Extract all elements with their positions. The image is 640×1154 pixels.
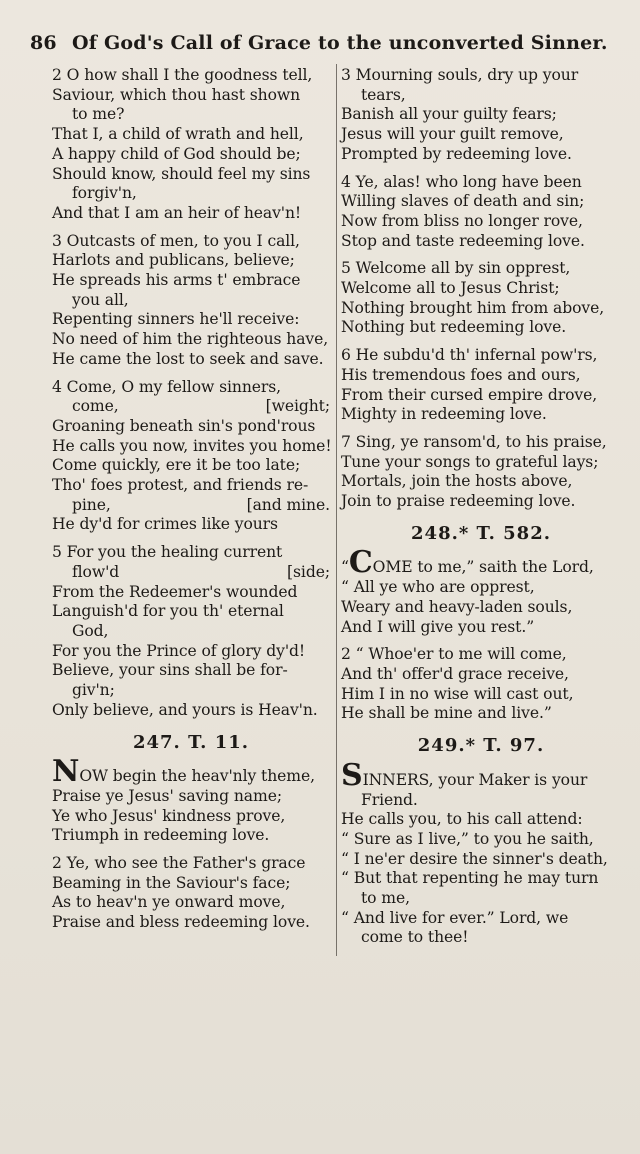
- verse-line: Harlots and publicans, believe;: [52, 251, 295, 270]
- stanza: [341, 259, 621, 338]
- verse-line-turnover: [and mine.: [246, 495, 330, 514]
- hymn-246-continued: [52, 66, 330, 721]
- verse-line: A happy child of God should be;: [52, 144, 301, 163]
- verse-line: Stop and taste redeeming love.: [341, 231, 585, 250]
- first-line-text: INNERS, your Maker is your: [362, 770, 588, 789]
- verse-line: 4 Come, O my fellow sinners,: [52, 377, 282, 396]
- stanza: [341, 545, 621, 637]
- verse-line: Repenting sinners he'll receive:: [52, 310, 300, 329]
- verse-line: Tune your songs to grateful lays;: [341, 452, 599, 471]
- stanza: [341, 433, 621, 512]
- stanza: [52, 378, 330, 536]
- verse-line: For you the Prince of glory dy'd!: [52, 641, 306, 660]
- verse-line: you all,: [72, 290, 129, 309]
- initial-capital: N: [52, 754, 80, 790]
- verse-line: Willing slaves of death and sin;: [341, 192, 585, 211]
- verse-line-text: flow'd: [72, 562, 120, 581]
- verse-line: “ But that repenting he may turn: [341, 869, 599, 888]
- verse-line: Languish'd for you th' eternal: [52, 602, 284, 621]
- verse-line: 4 Ye, alas! who long have been: [341, 172, 582, 191]
- column-divider: [336, 64, 337, 956]
- stanza-first-line: [341, 757, 621, 793]
- verse-line: He calls you now, invites you home!: [52, 436, 332, 455]
- verse-line: He came the lost to seek and save.: [52, 349, 324, 368]
- stanza: [341, 645, 621, 724]
- verse-line: And that I am an heir of heav'n!: [52, 203, 302, 222]
- verse-line: And I will give you rest.”: [341, 617, 535, 636]
- verse-line: Praise ye Jesus' saving name;: [52, 786, 282, 805]
- verse-line: come to thee!: [361, 928, 469, 947]
- page-header: [30, 32, 610, 54]
- verse-line: Now from bliss no longer rove,: [341, 211, 583, 230]
- verse-line: Nothing but redeeming love.: [341, 318, 567, 337]
- verse-line: to me?: [72, 105, 125, 124]
- stanza: [52, 754, 330, 846]
- verse-line: 2 O how shall I the goodness tell,: [52, 66, 313, 84]
- verse-line: Should know, should feel my sins: [52, 164, 311, 183]
- stanza: [52, 854, 330, 933]
- opening-quote: “: [341, 558, 349, 577]
- verse-line: Him I in no wise will cast out,: [341, 684, 574, 703]
- verse-line: No need of him the righteous have,: [52, 330, 329, 349]
- left-column: [52, 66, 330, 941]
- initial-capital: S: [341, 757, 363, 793]
- verse-line: 3 Outcasts of men, to you I call,: [52, 231, 300, 250]
- verse-line: As to heav'n ye onward move,: [52, 893, 286, 912]
- stanza: [341, 757, 621, 948]
- verse-line: Triumph in redeeming love.: [52, 826, 270, 845]
- verse-line: 6 He subdu'd th' infernal pow'rs,: [341, 346, 598, 365]
- verse-line: “ I ne'er desire the sinner's death,: [341, 849, 608, 868]
- verse-line: [52, 563, 330, 583]
- verse-line: Praise and bless redeeming love.: [52, 913, 310, 932]
- verse-line: “ All ye who are opprest,: [341, 578, 535, 597]
- verse-line: He calls you, to his call attend:: [341, 810, 583, 829]
- verse-line: 5 Welcome all by sin opprest,: [341, 259, 571, 278]
- stanza: [341, 66, 621, 165]
- hymn-248: [341, 545, 621, 724]
- verse-line: Prompted by redeeming love.: [341, 144, 572, 163]
- verse-line: Join to praise redeeming love.: [341, 492, 576, 511]
- verse-line: [52, 496, 330, 516]
- verse-line: Beaming in the Saviour's face;: [52, 873, 291, 892]
- verse-line: Believe, your sins shall be for-: [52, 661, 288, 680]
- verse-line: 3 Mourning souls, dry up your: [341, 66, 579, 84]
- stanza-first-line: [52, 754, 330, 790]
- verse-line: Only believe, and yours is Heav'n.: [52, 700, 318, 719]
- hymn-247: [52, 754, 330, 933]
- verse-line: Tho' foes protest, and friends re-: [52, 476, 309, 495]
- verse-line: Saviour, which thou hast shown: [52, 85, 301, 104]
- verse-line: From the Redeemer's wounded: [52, 582, 298, 601]
- verse-line: God,: [72, 621, 109, 640]
- verse-line: He spreads his arms t' embrace: [52, 271, 301, 290]
- verse-line-text: come,: [72, 397, 119, 416]
- verse-line: tears,: [361, 85, 406, 104]
- verse-line: “ And live for ever.” Lord, we: [341, 908, 569, 927]
- stanza: [52, 232, 330, 370]
- stanza: [341, 173, 621, 252]
- verse-line: to me,: [361, 889, 410, 908]
- verse-line: Mighty in redeeming love.: [341, 405, 547, 424]
- verse-line: giv'n;: [72, 681, 115, 700]
- verse-line: Ye who Jesus' kindness prove,: [52, 806, 286, 825]
- verse-line: “ Sure as I live,” to you he saith,: [341, 829, 594, 848]
- stanza: [52, 543, 330, 720]
- verse-line: 2 Ye, who see the Father's grace: [52, 854, 306, 873]
- verse-line: Mortals, join the hosts above,: [341, 472, 573, 491]
- hymn-248-heading: 248.* T. 582.: [411, 522, 551, 544]
- verse-line: forgiv'n,: [72, 184, 137, 203]
- verse-line: He dy'd for crimes like yours: [52, 515, 278, 534]
- verse-line: He shall be mine and live.”: [341, 704, 552, 723]
- verse-line: That I, a child of wrath and hell,: [52, 125, 304, 144]
- first-line-text: OW begin the heav'nly theme,: [79, 767, 315, 786]
- verse-line: Jesus will your guilt remove,: [341, 125, 564, 144]
- stanza: [52, 66, 330, 224]
- hymn-247-heading: 247. T. 11.: [132, 731, 250, 753]
- verse-line: Groaning beneath sin's pond'rous: [52, 416, 316, 435]
- verse-line: Nothing brought him from above,: [341, 298, 605, 317]
- first-line-text: OME to me,” saith the Lord,: [372, 558, 594, 577]
- verse-line: Banish all your guilty fears;: [341, 105, 557, 124]
- hymn-249-heading: 249.* T. 97.: [417, 735, 545, 757]
- verse-line: Weary and heavy-laden souls,: [341, 597, 573, 616]
- page-number: 86: [30, 32, 57, 54]
- stanza: [341, 346, 621, 425]
- stanza-first-line: [341, 545, 621, 581]
- verse-line: Come quickly, ere it be too late;: [52, 456, 301, 475]
- verse-line: [52, 397, 330, 417]
- verse-line-turnover: [weight;: [265, 397, 330, 416]
- verse-line: Friend.: [361, 790, 418, 809]
- verse-line: 2 “ Whoe'er to me will come,: [341, 645, 567, 664]
- initial-capital: C: [348, 545, 373, 581]
- verse-line: 5 For you the healing current: [52, 543, 283, 562]
- right-column: [341, 66, 621, 956]
- running-title: Of God's Call of Grace to the unconverted Sinner.: [72, 32, 608, 54]
- verse-line: And th' offer'd grace receive,: [341, 664, 569, 683]
- verse-line: His tremendous foes and ours,: [341, 365, 581, 384]
- hymn-247-continued: [341, 66, 621, 512]
- verse-line-turnover: [side;: [287, 562, 330, 581]
- verse-line: From their cursed empire drove,: [341, 385, 598, 404]
- verse-line: Welcome all to Jesus Christ;: [341, 279, 560, 298]
- verse-line-text: pine,: [72, 495, 111, 514]
- hymn-249: [341, 757, 621, 948]
- verse-line: 7 Sing, ye ransom'd, to his praise,: [341, 432, 607, 451]
